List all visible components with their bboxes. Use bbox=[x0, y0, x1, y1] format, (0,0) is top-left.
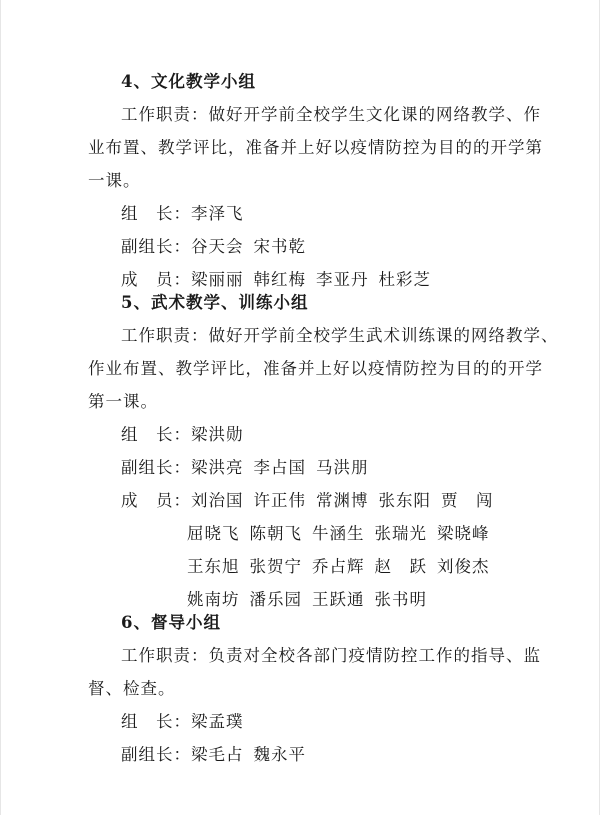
person-name: 李占国 bbox=[253, 458, 306, 477]
person-name: 潘乐园 bbox=[249, 590, 302, 609]
leader-row bbox=[121, 424, 254, 446]
person-name: 赵 跃 bbox=[374, 557, 427, 576]
person-name: 张贺宁 bbox=[249, 557, 302, 576]
person-name: 贾 闯 bbox=[441, 491, 494, 510]
role-label: 组 长： bbox=[121, 204, 191, 223]
person-name: 梁洪勋 bbox=[191, 425, 244, 444]
deputy-row bbox=[121, 457, 379, 479]
person-name: 张东阳 bbox=[378, 491, 431, 510]
person-name: 杜彩芝 bbox=[378, 270, 431, 289]
section-heading: 4、文化教学小组 bbox=[121, 72, 256, 91]
section-heading: 5、武术教学、训练小组 bbox=[121, 293, 309, 312]
person-name: 刘治国 bbox=[191, 491, 244, 510]
duty-text: 第一课。 bbox=[88, 392, 158, 411]
person-name: 牛涵生 bbox=[312, 524, 365, 543]
role-label: 成 员： bbox=[121, 491, 191, 510]
duty-text: 作业布置、教学评比，准备并上好以疫情防控为目的的开学 bbox=[88, 359, 543, 378]
duty-text: 工作职责：负责对全校各部门疫情防控工作的指导、监 bbox=[121, 646, 541, 665]
person-name: 梁毛占 bbox=[191, 745, 244, 764]
person-name: 李泽飞 bbox=[191, 204, 244, 223]
person-name: 张瑞光 bbox=[374, 524, 427, 543]
person-name: 张书明 bbox=[374, 590, 427, 609]
members-row bbox=[187, 589, 437, 611]
person-name: 谷天会 bbox=[191, 237, 244, 256]
section-heading: 6、督导小组 bbox=[121, 613, 221, 632]
person-name: 梁丽丽 bbox=[191, 270, 244, 289]
duty-text: 工作职责：做好开学前全校学生文化课的网络教学、作 bbox=[121, 105, 541, 124]
person-name: 宋书乾 bbox=[253, 237, 306, 256]
role-label: 成 员： bbox=[121, 270, 191, 289]
person-name: 屈晓飞 bbox=[187, 524, 240, 543]
leader-row bbox=[121, 711, 254, 733]
duty-text: 工作职责：做好开学前全校学生武术训练课的网络教学、 bbox=[121, 326, 559, 345]
role-label: 副组长： bbox=[121, 458, 191, 477]
person-name: 陈朝飞 bbox=[249, 524, 302, 543]
person-name: 刘俊杰 bbox=[437, 557, 490, 576]
duty-text: 一课。 bbox=[88, 171, 141, 190]
person-name: 梁晓峰 bbox=[437, 524, 490, 543]
person-name: 许正伟 bbox=[253, 491, 306, 510]
leader-row bbox=[121, 203, 254, 225]
role-label: 组 长： bbox=[121, 425, 191, 444]
person-name: 韩红梅 bbox=[253, 270, 306, 289]
person-name: 王跃通 bbox=[312, 590, 365, 609]
person-name: 魏永平 bbox=[253, 745, 306, 764]
deputy-row bbox=[121, 744, 316, 766]
person-name: 姚南坊 bbox=[187, 590, 240, 609]
person-name: 梁孟璞 bbox=[191, 712, 244, 731]
deputy-row bbox=[121, 236, 316, 258]
person-name: 王东旭 bbox=[187, 557, 240, 576]
person-name: 常渊博 bbox=[316, 491, 369, 510]
person-name: 梁洪亮 bbox=[191, 458, 244, 477]
members-row bbox=[187, 523, 500, 545]
person-name: 李亚丹 bbox=[316, 270, 369, 289]
role-label: 副组长： bbox=[121, 237, 191, 256]
role-label: 副组长： bbox=[121, 745, 191, 764]
person-name: 马洪朋 bbox=[316, 458, 369, 477]
members-row bbox=[121, 269, 441, 291]
duty-text: 业布置、教学评比，准备并上好以疫情防控为目的的开学第 bbox=[88, 138, 543, 157]
members-row bbox=[121, 490, 504, 512]
role-label: 组 长： bbox=[121, 712, 191, 731]
person-name: 乔占辉 bbox=[312, 557, 365, 576]
members-row bbox=[187, 556, 500, 578]
duty-text: 督、检查。 bbox=[88, 679, 176, 698]
